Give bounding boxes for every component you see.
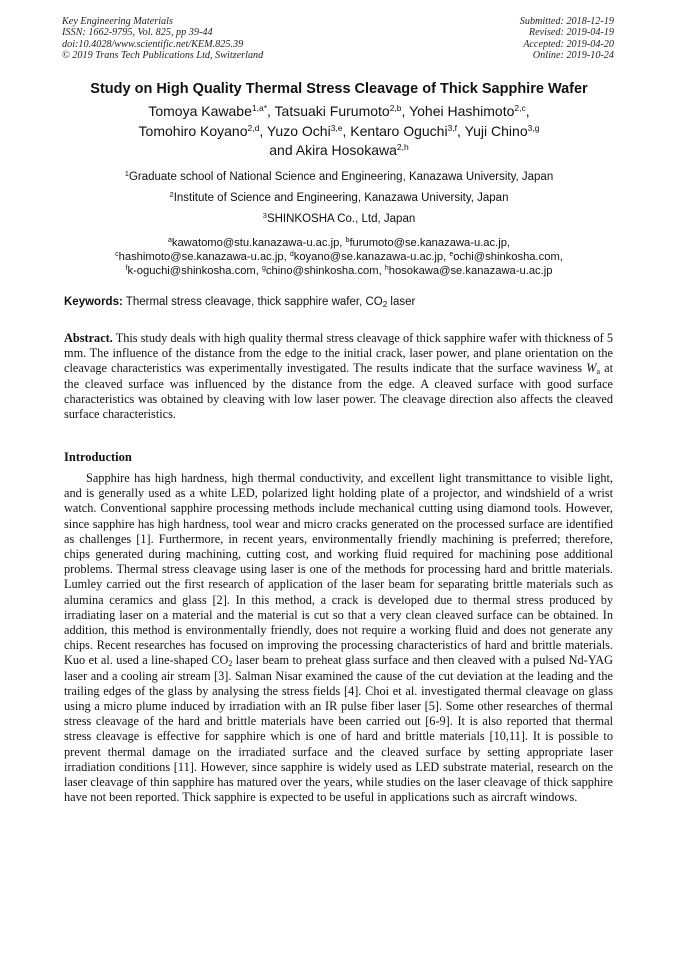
email-marker: b (345, 237, 350, 244)
author-name: Tatsuaki Furumoto (274, 103, 390, 119)
email-marker: d (289, 251, 294, 258)
affiliation-text: Graduate school of National Science and Engineering, Kanazawa University, Japan (128, 171, 554, 183)
section-heading-introduction: Introduction (64, 450, 132, 464)
affiliation-3 (20, 213, 658, 225)
email-link[interactable]: furumoto@se.kanazawa-u.ac.jp, (349, 237, 511, 249)
paper-title: Study on High Quality Thermal Stress Cleavage of Thick Sapphire Wafer (90, 81, 588, 97)
author-sup: 2,d (247, 122, 260, 133)
author-name: Tomohiro Koyano (138, 122, 248, 139)
email-marker: e (449, 251, 454, 258)
author-sup: 2,b (389, 103, 402, 113)
email-marker: g (261, 265, 266, 272)
author-line-2: Tomohiro Koyano$^{2,d}$, Yuzo Ochi$^{3,e}$, Kentaro Oguchi$^{3,f}$, Yuji Chino$^{3,g}$ (138, 122, 540, 139)
affiliation-number: 1 (124, 169, 129, 178)
publication-dates (520, 16, 614, 62)
author-sup: 2,h (396, 142, 409, 153)
email-marker: f (125, 265, 128, 272)
author-name: Tomoya Kawabe (148, 103, 252, 119)
author-line-1: Tomoya Kawabe$^{1,a*}$, Tatsuaki Furumoto$^{2,b}$, Yohei Hashimoto$^{2,c}$, (148, 103, 530, 119)
email-link[interactable]: koyano@se.kanazawa-u.ac.jp, (293, 251, 447, 263)
keywords-text: Thermal stress cleavage, thick sapphire wafer, CO (125, 296, 383, 308)
submitted-date: Submitted: 2018-12-19 (519, 16, 614, 27)
keywords-label: Keywords: (64, 296, 123, 308)
email-line-2 (20, 250, 658, 264)
email-line-3 (20, 264, 658, 278)
abstract-text-cont: at the cleaved surface was influenced by the distance from the edge. A cleaved surface with good surface characteristics was obtained by cleaving with low laser power. The cleavage direction also affects the cleaved surface characteristics. (64, 361, 614, 422)
introduction-paragraph (64, 471, 613, 805)
author-line-3 (40, 141, 638, 161)
doi-line: doi:10.4028/www.scientific.net/KEM.825.39 (62, 38, 244, 50)
waviness-subscript: a (596, 367, 600, 377)
email-marker: c (115, 251, 119, 258)
author-conjunction: and (269, 142, 293, 159)
email-link[interactable]: chino@shinkosha.com, (265, 265, 382, 277)
revised-date: Revised: 2019-04-19 (528, 27, 614, 39)
online-date: Online: 2019-10-24 (532, 50, 614, 62)
keywords-subscript: 2 (382, 300, 388, 309)
abstract (64, 331, 613, 422)
copyright-line: © 2019 Trans Tech Publications Ltd, Switzerland (62, 50, 264, 62)
author-sup: 1,a* (251, 103, 267, 113)
intro-text-cont: laser beam to preheat glass surface and then cleaved with a pulsed Nd-YAG laser and a cooling air stream [3]. Salman Nisar examined the cause of the cut deviation at the leading and the trailing edges of the glass by analysing the stress fields [4]. Choi et al. investigated thermal cleavage on glass using a micro plume induced by irradiation with an IR pulse fiber laser [5]. Some other researches of thermal stress cleavage of the hard and brittle materials have been carried out [6-9]. It is also reported that thermal stress cleavage is effective for sapphire which is one of hard and brittle materials [10,11]. It is possible to prevent thermal damage on the irradiated surface and the cleaved surface by setting appropriate laser irradiation conditions [11]. However, since sapphire is widely used as LED substrate material, research on the laser cleavage of thin sapphire has matured over the years, while studies on the laser cleavage of thick sapphire have not been reported. Thick sapphire is expected to be useful in applications such as aircraft windows. (64, 653, 613, 805)
author-sup: 3,g (527, 122, 540, 133)
author-name: Yuzo Ochi (266, 122, 331, 139)
co2-subscript: 2 (228, 659, 233, 669)
abstract-text: This study deals with high quality thermal stress cleavage of thick sapphire wafer with thickness of 5 mm. The influence of the distance from the edge to the initial crack, laser power, and plane orientation on the cleavage characteristics was experimentally investigated. The results indicate that the surface waviness (64, 331, 613, 376)
author-sup: 3,e (330, 122, 343, 133)
affiliation-2 (20, 192, 658, 204)
email-link[interactable]: kawatomo@stu.kanazawa-u.ac.jp, (171, 237, 343, 249)
author-sup: 2,c (514, 103, 526, 113)
email-line-1 (20, 236, 658, 250)
author-name: Yuji Chino (464, 122, 528, 139)
issn-line: ISSN: 1662-9795, Vol. 825, pp 39-44 (62, 27, 213, 39)
affiliation-text: SHINKOSHA Co., Ltd, Japan (266, 213, 416, 225)
waviness-symbol: W (586, 361, 597, 376)
keywords (64, 296, 415, 308)
email-link[interactable]: ochi@shinkosha.com, (453, 251, 563, 263)
affiliation-1 (20, 171, 658, 183)
author-name: Akira Hosokawa (295, 142, 397, 159)
author-list (40, 102, 638, 161)
email-marker: h (384, 265, 389, 272)
author-sup: 3,f (447, 122, 458, 133)
journal-info (62, 16, 263, 62)
affiliation-number: 2 (169, 190, 174, 199)
author-name: Kentaro Oguchi (350, 122, 448, 139)
affiliation-number: 3 (262, 211, 267, 220)
accepted-date: Accepted: 2019-04-20 (523, 38, 614, 50)
affiliation-text: Institute of Science and Engineering, Kanazawa University, Japan (173, 192, 509, 204)
abstract-label: Abstract. (64, 331, 113, 345)
email-list (20, 236, 658, 278)
author-name: Yohei Hashimoto (409, 103, 515, 119)
email-marker: a (167, 237, 172, 244)
keywords-tail: laser (387, 296, 416, 308)
intro-text: Sapphire has high hardness, high thermal conductivity, and excellent light transmittance to visible light, and is generally used as a white LED, polarized light holding plate of a projector, and windshield of a wrist watch. Conventional sapphire processing methods include mechanical cutting using diamond tools. However, since sapphire has high hardness, tool wear and micro cracks generated on the processed surface are identified as challenges [1]. Furthermore, in recent years, environmentally friendly machining is preferred; therefore, chips generated during machining, cutting cost, and working fluid required for machining pose additional problems. Thermal stress cleavage using laser is one of the methods for processing hard and brittle materials. Lumley carried out the first research of application of the laser beam for separating brittle materials such as alumina ceramics and glass [2]. In this method, a crack is developed due to thermal stress produced by irradiating laser on a material and the material is cut so that a very clean cleaved surface can be obtained. In addition, this method is environmentally friendly, does not require a working fluid and does not generate any chips. Recent researches has focused on improving the processing characteristics of hard and brittle materials. Kuo et al. used a line-shaped CO (64, 471, 613, 668)
email-link[interactable]: hosokawa@se.kanazawa-u.ac.jp (388, 265, 553, 277)
email-link[interactable]: hashimoto@se.kanazawa-u.ac.jp, (118, 251, 287, 263)
email-link[interactable]: k-oguchi@shinkosha.com, (127, 265, 259, 277)
journal-name: Key Engineering Materials (62, 16, 173, 27)
